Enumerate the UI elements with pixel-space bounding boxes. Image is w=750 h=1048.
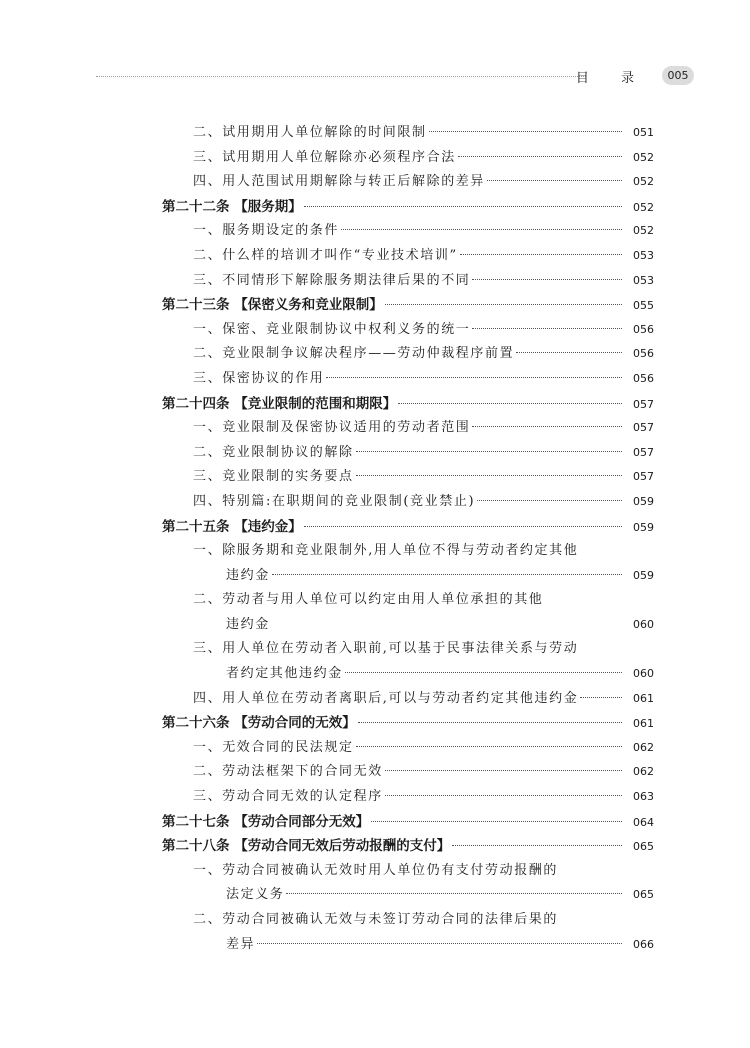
- dot-leader: [326, 377, 622, 378]
- toc-entry-title: 二、劳动合同被确认无效与未签订劳动合同的法律后果的: [193, 912, 559, 927]
- toc-entry-title: 二、劳动者与用人单位可以约定由用人单位承担的其他: [193, 592, 544, 608]
- dot-leader: [257, 943, 622, 944]
- toc-entry[interactable]: [162, 465, 654, 490]
- toc-entry-title: 第二十五条 【违约金】: [162, 518, 302, 535]
- toc-page-number: 059: [633, 494, 654, 508]
- toc-entry-title: 第二十三条 【保密义务和竞业限制】: [162, 297, 383, 314]
- toc-section-entry[interactable]: [162, 810, 654, 835]
- toc-entry[interactable]: [162, 736, 654, 761]
- toc-entry-title: 第二十二条 【服务期】: [162, 198, 302, 215]
- toc-entry-title: 四、特别篇:在职期间的竞业限制(竞业禁止): [193, 493, 476, 509]
- toc-entry-title: 第二十四条 【竞业限制的范围和期限】: [162, 395, 397, 412]
- dot-leader: [472, 426, 622, 427]
- toc-section-entry[interactable]: [162, 392, 654, 417]
- toc-entry[interactable]: [162, 367, 654, 392]
- toc-entry-title: 一、除服务期和竞业限制外,用人单位不得与劳动者约定其他: [193, 543, 579, 559]
- toc-entry[interactable]: [162, 613, 654, 638]
- toc-page-number: 057: [633, 445, 654, 459]
- dot-leader: [472, 328, 622, 329]
- toc-page-number: 063: [633, 790, 654, 804]
- toc-entry[interactable]: [162, 933, 654, 958]
- dot-leader: [371, 821, 622, 822]
- toc-section-entry[interactable]: [162, 195, 654, 220]
- toc-entry-title: 三、不同情形下解除服务期法律后果的不同: [193, 272, 471, 288]
- toc-page-number: 056: [633, 347, 654, 361]
- toc-page-number: 064: [633, 815, 654, 829]
- toc-entry[interactable]: [162, 441, 654, 466]
- toc-entry[interactable]: [162, 687, 654, 712]
- toc-page-number: 052: [633, 200, 654, 214]
- dot-leader: [272, 574, 622, 575]
- toc-page-number: 057: [633, 397, 654, 411]
- dot-leader: [385, 304, 622, 305]
- dot-leader: [341, 229, 622, 230]
- dot-leader: [398, 403, 622, 404]
- toc-page-number: 061: [633, 691, 654, 705]
- header-page-number: 005: [662, 66, 694, 85]
- toc-page-number: 057: [633, 421, 654, 435]
- toc-entry[interactable]: [162, 760, 654, 785]
- dot-leader: [304, 526, 622, 527]
- dot-leader: [429, 131, 622, 132]
- dot-leader: [356, 475, 622, 476]
- toc-page-number: 060: [633, 667, 654, 681]
- dot-leader: [580, 697, 622, 698]
- toc-entry[interactable]: [162, 637, 654, 662]
- page-header: [96, 64, 694, 88]
- toc-entry-title: 一、无效合同的民法规定: [193, 739, 354, 755]
- toc-entry-title: 第二十八条 【劳动合同无效后劳动报酬的支付】: [162, 838, 451, 855]
- toc-entry-title: 四、用人范围试用期解除与转正后解除的差异: [193, 174, 486, 190]
- toc-section-entry[interactable]: [162, 515, 654, 540]
- toc-entry-title: 违约金: [226, 567, 270, 583]
- toc-entry[interactable]: [162, 785, 654, 810]
- dot-leader: [472, 279, 622, 280]
- toc-entry-title: 差异: [226, 936, 256, 952]
- toc-entry[interactable]: [162, 342, 654, 367]
- dot-leader: [385, 770, 622, 771]
- toc-entry-title: 二、劳动法框架下的合同无效: [193, 764, 383, 780]
- toc-entry-title: 一、服务期设定的条件: [193, 223, 340, 239]
- toc-entry-title: 二、竞业限制协议的解除: [193, 444, 354, 460]
- toc-entry[interactable]: [162, 416, 654, 441]
- toc-page-number: 057: [633, 470, 654, 484]
- toc-page-number: 052: [633, 175, 654, 189]
- toc-entry-title: 第二十六条 【劳动合同的无效】: [162, 715, 356, 732]
- dot-leader: [452, 845, 622, 846]
- toc-entry[interactable]: [162, 269, 654, 294]
- dot-leader: [358, 722, 622, 723]
- toc-entry-title: 一、劳动合同被确认无效时用人单位仍有支付劳动报酬的: [193, 862, 559, 878]
- toc-entry[interactable]: [162, 883, 654, 908]
- toc-page-number: 061: [633, 717, 654, 731]
- toc-page-number: 055: [633, 299, 654, 313]
- dot-leader: [345, 672, 622, 673]
- dot-leader: [487, 180, 622, 181]
- toc-page-number: 059: [633, 568, 654, 582]
- dot-leader: [356, 451, 622, 452]
- toc-page-number: 053: [633, 273, 654, 287]
- toc-entry[interactable]: [162, 539, 654, 564]
- toc-entry-title: 一、竞业限制及保密协议适用的劳动者范围: [193, 420, 471, 436]
- dot-leader: [458, 156, 622, 157]
- toc-entry-title: 二、竞业限制争议解决程序——劳动仲裁程序前置: [193, 346, 515, 362]
- toc-page-number: 059: [633, 520, 654, 534]
- toc-entry[interactable]: [162, 588, 654, 613]
- toc-page-number: 052: [633, 224, 654, 238]
- dot-leader: [460, 254, 622, 255]
- toc-section-entry[interactable]: [162, 711, 654, 736]
- dot-leader: [356, 746, 622, 747]
- toc-entry[interactable]: [162, 121, 654, 146]
- toc-entry-title: 违约金: [226, 616, 270, 632]
- toc-entry[interactable]: [162, 170, 654, 195]
- toc-entry[interactable]: [162, 219, 654, 244]
- toc-page-number: 052: [633, 150, 654, 164]
- toc-page-number: 056: [633, 322, 654, 336]
- toc-entry-title: 三、劳动合同无效的认定程序: [193, 789, 383, 805]
- toc-entry[interactable]: [162, 244, 654, 269]
- toc-entry-title: 三、竞业限制的实务要点: [193, 469, 354, 485]
- toc-entry[interactable]: [162, 490, 654, 515]
- dot-leader: [304, 206, 622, 207]
- toc-page-number: 065: [633, 840, 654, 854]
- table-of-contents: [162, 121, 654, 957]
- toc-page-number: 056: [633, 371, 654, 385]
- toc-page-number: 066: [633, 937, 654, 951]
- dot-leader: [516, 352, 622, 353]
- toc-entry[interactable]: [162, 564, 654, 589]
- dot-leader: [385, 795, 622, 796]
- toc-page-number: 060: [633, 617, 654, 631]
- toc-page-number: 051: [633, 126, 654, 139]
- toc-page-number: 062: [633, 740, 654, 754]
- toc-page-number: 062: [633, 765, 654, 779]
- toc-page-number: 053: [633, 248, 654, 262]
- toc-entry-title: 法定义务: [226, 887, 285, 903]
- toc-entry-title: 四、用人单位在劳动者离职后,可以与劳动者约定其他违约金: [193, 690, 579, 706]
- toc-page-number: 065: [633, 888, 654, 902]
- toc-entry[interactable]: [162, 146, 654, 171]
- toc-entry-title: 二、什么样的培训才叫作“专业技术培训”: [193, 247, 458, 263]
- toc-entry[interactable]: [162, 318, 654, 343]
- dot-leader: [286, 893, 622, 894]
- header-dotted-rule: [96, 76, 586, 77]
- dot-leader: [477, 500, 622, 501]
- toc-entry-title: 三、用人单位在劳动者入职前,可以基于民事法律关系与劳动: [193, 641, 579, 657]
- toc-entry-title: 二、试用期用人单位解除的时间限制: [193, 125, 427, 140]
- toc-section-entry[interactable]: [162, 293, 654, 318]
- toc-entry[interactable]: [162, 908, 654, 933]
- header-title: 目 录: [575, 71, 648, 86]
- toc-entry-title: 者约定其他违约金: [226, 666, 343, 682]
- toc-section-entry[interactable]: [162, 834, 654, 859]
- toc-entry-title: 一、保密、竞业限制协议中权利义务的统一: [193, 321, 471, 337]
- toc-entry-title: 第二十七条 【劳动合同部分无效】: [162, 813, 370, 830]
- toc-entry-title: 三、试用期用人单位解除亦必须程序合法: [193, 149, 456, 165]
- toc-entry-title: 三、保密协议的作用: [193, 370, 325, 386]
- toc-entry[interactable]: [162, 662, 654, 687]
- toc-entry[interactable]: [162, 859, 654, 884]
